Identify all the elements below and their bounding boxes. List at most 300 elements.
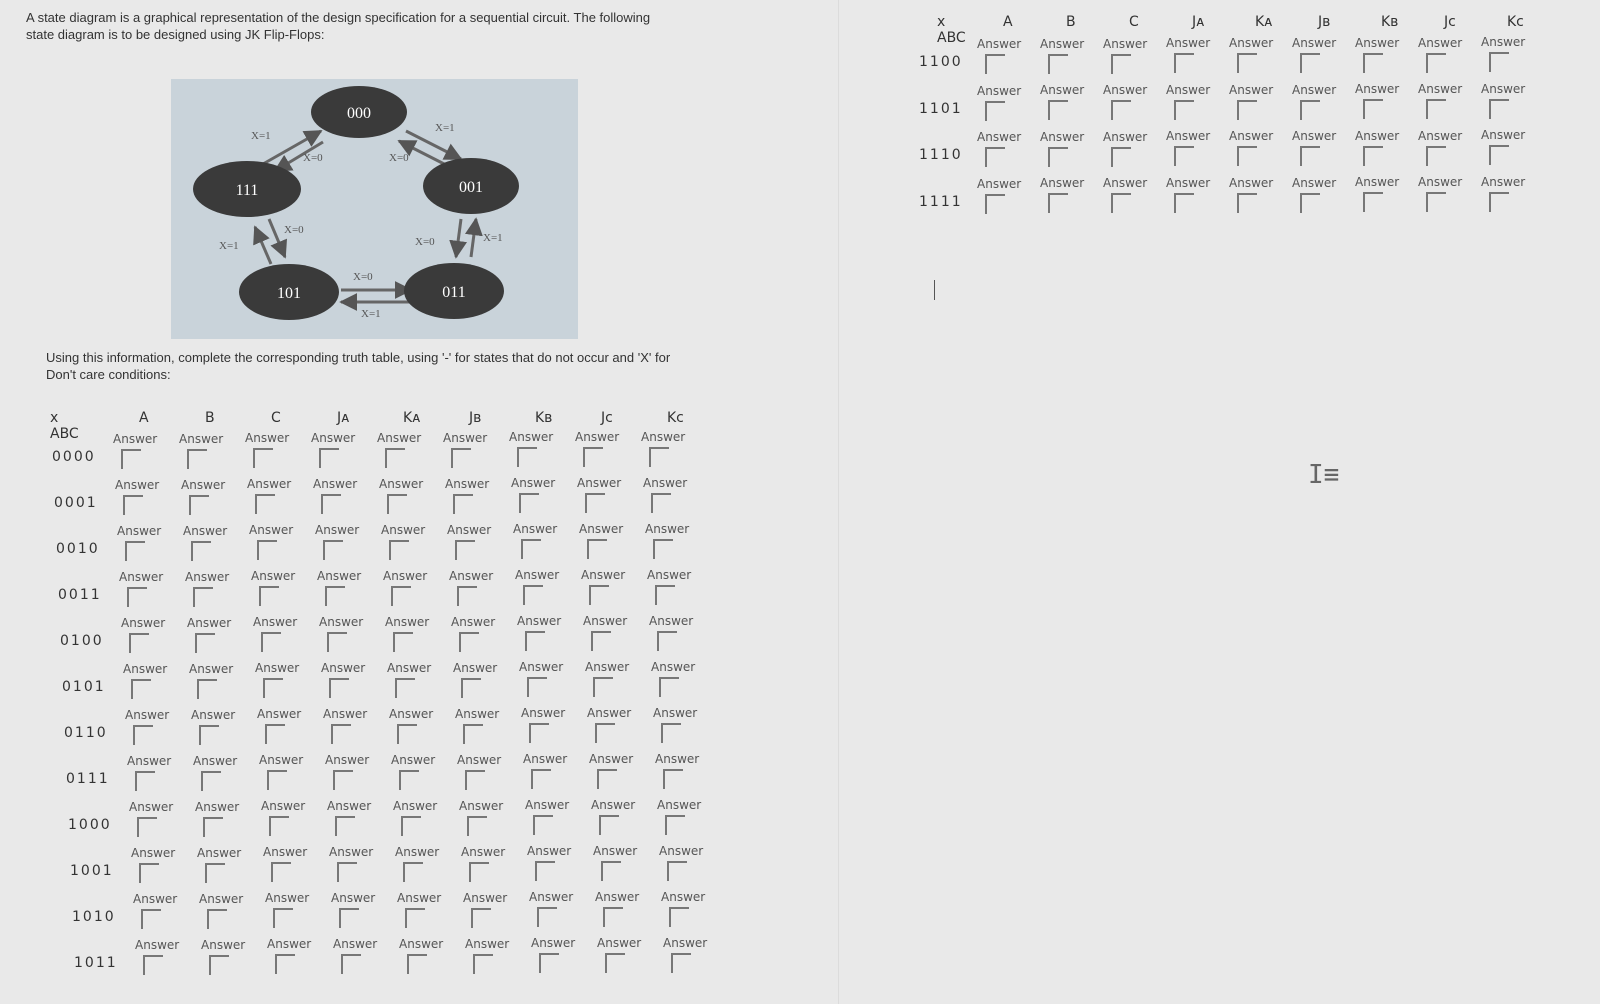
answer-input[interactable]	[1489, 145, 1509, 165]
answer-label: Answer	[643, 475, 688, 490]
answer-input[interactable]	[459, 632, 479, 652]
answer-input[interactable]	[587, 539, 607, 559]
answer-input[interactable]	[387, 494, 407, 514]
answer-cell	[201, 938, 261, 978]
answer-input[interactable]	[601, 861, 621, 881]
transition-label-000-111: X=0	[303, 152, 323, 164]
answer-input[interactable]	[663, 769, 683, 789]
answer-input[interactable]	[1111, 54, 1131, 74]
answer-label: Answer	[597, 935, 642, 950]
answer-input[interactable]	[457, 586, 477, 606]
answer-cell	[125, 708, 185, 748]
answer-cell	[1355, 82, 1415, 122]
answer-label: Answer	[113, 432, 158, 446]
answer-cell	[317, 569, 377, 609]
answer-input[interactable]	[671, 953, 691, 973]
answer-input[interactable]	[527, 677, 547, 697]
answer-cell	[1166, 176, 1226, 216]
row-label: 0001	[54, 495, 98, 511]
answer-label: Answer	[1355, 82, 1400, 97]
answer-label: Answer	[517, 614, 562, 629]
answer-input[interactable]	[201, 771, 221, 791]
answer-input[interactable]	[605, 953, 625, 973]
answer-cell	[329, 845, 389, 885]
column-header: Jʙ	[469, 410, 482, 426]
answer-input[interactable]	[1048, 54, 1068, 74]
answer-input[interactable]	[401, 816, 421, 836]
answer-cell	[595, 890, 655, 930]
answer-cell	[1355, 129, 1415, 169]
answer-cell	[255, 661, 315, 701]
answer-input[interactable]	[1300, 100, 1320, 120]
answer-label: Answer	[187, 615, 232, 630]
answer-input[interactable]	[1300, 146, 1320, 166]
answer-cell	[1166, 129, 1226, 169]
answer-cell	[663, 936, 723, 976]
answer-label: Answer	[1355, 35, 1400, 50]
answer-cell	[591, 798, 651, 838]
answer-label: Answer	[181, 477, 226, 492]
answer-input[interactable]	[329, 678, 349, 698]
state-label-001: 001	[459, 179, 483, 196]
answer-cell	[451, 615, 511, 655]
answer-input[interactable]	[1237, 193, 1257, 213]
answer-input[interactable]	[535, 861, 555, 881]
answer-input[interactable]	[121, 449, 141, 469]
answer-input[interactable]	[397, 724, 417, 744]
row-label: 1001	[70, 863, 114, 879]
answer-input[interactable]	[1489, 99, 1509, 119]
answer-input[interactable]	[331, 724, 351, 744]
answer-label: Answer	[1166, 36, 1211, 51]
answer-input[interactable]	[325, 586, 345, 606]
answer-input[interactable]	[203, 817, 223, 837]
answer-input[interactable]	[189, 495, 209, 515]
answer-label: Answer	[1103, 129, 1148, 144]
answer-label: Answer	[135, 938, 180, 952]
answer-input[interactable]	[207, 909, 227, 929]
answer-cell	[531, 936, 591, 976]
answer-input[interactable]	[1489, 192, 1509, 212]
answer-input[interactable]	[591, 631, 611, 651]
answer-input[interactable]	[593, 677, 613, 697]
answer-label: Answer	[387, 660, 432, 675]
answer-cell	[397, 891, 457, 931]
answer-label: Answer	[589, 751, 634, 766]
answer-cell	[525, 798, 585, 838]
answer-label: Answer	[1292, 82, 1337, 97]
column-header: Jᴄ	[1444, 14, 1456, 30]
answer-input[interactable]	[1300, 53, 1320, 73]
answer-input[interactable]	[473, 954, 493, 974]
answer-input[interactable]	[651, 493, 671, 513]
answer-input[interactable]	[531, 769, 551, 789]
answer-cell	[383, 569, 443, 609]
ibeam-cursor-icon: I≡	[1308, 460, 1340, 490]
answer-input[interactable]	[339, 908, 359, 928]
answer-label: Answer	[263, 845, 308, 860]
answer-input[interactable]	[261, 632, 281, 652]
answer-label: Answer	[465, 936, 510, 951]
answer-label: Answer	[117, 524, 162, 538]
answer-label: Answer	[529, 890, 574, 905]
answer-cell	[587, 706, 647, 746]
answer-input[interactable]	[659, 677, 679, 697]
answer-input[interactable]	[195, 633, 215, 653]
answer-label: Answer	[179, 431, 224, 446]
corner-header: x ABC	[50, 410, 79, 442]
column-header: Jᴀ	[337, 410, 350, 426]
answer-input[interactable]	[661, 723, 681, 743]
column-header: Jʙ	[1318, 14, 1331, 30]
answer-cell	[251, 569, 311, 609]
answer-cell	[1418, 36, 1478, 76]
answer-input[interactable]	[143, 955, 163, 975]
answer-input[interactable]	[653, 539, 673, 559]
answer-input[interactable]	[1048, 193, 1068, 213]
answer-input[interactable]	[589, 585, 609, 605]
answer-label: Answer	[185, 569, 230, 584]
answer-input[interactable]	[1174, 53, 1194, 73]
answer-input[interactable]	[1237, 100, 1257, 120]
state-111	[193, 161, 301, 217]
answer-input[interactable]	[341, 954, 361, 974]
answer-input[interactable]	[205, 863, 225, 883]
answer-cell	[1481, 82, 1541, 122]
answer-label: Answer	[201, 937, 246, 952]
answer-input[interactable]	[275, 954, 295, 974]
answer-input[interactable]	[127, 587, 147, 607]
answer-input[interactable]	[469, 862, 489, 882]
answer-label: Answer	[515, 568, 560, 583]
answer-input[interactable]	[137, 817, 157, 837]
answer-input[interactable]	[657, 631, 677, 651]
answer-input[interactable]	[467, 816, 487, 836]
answer-input[interactable]	[463, 724, 483, 744]
answer-input[interactable]	[525, 631, 545, 651]
answer-label: Answer	[1418, 128, 1463, 143]
answer-input[interactable]	[385, 448, 405, 468]
answer-input[interactable]	[1426, 53, 1446, 73]
answer-input[interactable]	[407, 954, 427, 974]
answer-input[interactable]	[537, 907, 557, 927]
answer-cell	[249, 523, 309, 563]
answer-input[interactable]	[465, 770, 485, 790]
panel-divider	[838, 0, 839, 1004]
answer-input[interactable]	[521, 539, 541, 559]
answer-cell	[649, 614, 709, 654]
answer-label: Answer	[131, 846, 176, 860]
answer-label: Answer	[657, 797, 702, 812]
answer-input[interactable]	[603, 907, 623, 927]
answer-input[interactable]	[599, 815, 619, 835]
answer-label: Answer	[183, 523, 228, 538]
answer-cell	[445, 477, 505, 517]
answer-input[interactable]	[269, 816, 289, 836]
answer-input[interactable]	[451, 448, 471, 468]
answer-input[interactable]	[391, 586, 411, 606]
answer-input[interactable]	[403, 862, 423, 882]
answer-cell	[509, 430, 569, 470]
answer-label: Answer	[595, 889, 640, 904]
answer-label: Answer	[261, 799, 306, 814]
corner-header: x ABC	[937, 14, 966, 46]
answer-cell	[393, 799, 453, 839]
answer-input[interactable]	[1489, 52, 1509, 72]
answer-input[interactable]	[337, 862, 357, 882]
answer-label: Answer	[531, 936, 576, 951]
answer-input[interactable]	[517, 447, 537, 467]
answer-label: Answer	[121, 616, 166, 630]
answer-cell	[189, 662, 249, 702]
state-001	[423, 158, 519, 214]
answer-label: Answer	[453, 660, 498, 675]
answer-input[interactable]	[453, 494, 473, 514]
answer-cell	[315, 523, 375, 563]
answer-input[interactable]	[1363, 53, 1383, 73]
column-header: A	[139, 410, 149, 426]
answer-input[interactable]	[129, 633, 149, 653]
answer-input[interactable]	[519, 493, 539, 513]
answer-label: Answer	[1229, 175, 1274, 190]
answer-input[interactable]	[263, 678, 283, 698]
answer-label: Answer	[1292, 36, 1337, 50]
answer-label: Answer	[317, 569, 362, 584]
answer-input[interactable]	[985, 54, 1005, 74]
answer-cell	[577, 476, 637, 516]
answer-cell	[135, 938, 195, 978]
answer-label: Answer	[509, 430, 554, 445]
answer-cell	[459, 799, 519, 839]
answer-label: Answer	[1481, 128, 1526, 143]
answer-cell	[977, 84, 1037, 124]
answer-input[interactable]	[455, 540, 475, 560]
answer-input[interactable]	[1048, 147, 1068, 167]
answer-input[interactable]	[585, 493, 605, 513]
answer-cell	[1040, 83, 1100, 123]
answer-label: Answer	[977, 176, 1022, 191]
answer-label: Answer	[193, 753, 238, 768]
answer-label: Answer	[1418, 82, 1463, 97]
row-label: 0010	[56, 541, 100, 557]
answer-input[interactable]	[191, 541, 211, 561]
answer-label: Answer	[313, 477, 358, 492]
answer-label: Answer	[463, 890, 508, 905]
row-label: 0100	[60, 633, 104, 649]
answer-label: Answer	[255, 661, 300, 676]
answer-label: Answer	[653, 705, 698, 720]
answer-label: Answer	[977, 37, 1022, 51]
answer-label: Answer	[379, 476, 424, 491]
answer-label: Answer	[259, 753, 304, 768]
answer-label: Answer	[645, 521, 690, 536]
answer-input[interactable]	[139, 863, 159, 883]
answer-cell	[181, 478, 241, 518]
answer-input[interactable]	[395, 678, 415, 698]
answer-input[interactable]	[1363, 99, 1383, 119]
column-header: C	[271, 410, 281, 426]
answer-input[interactable]	[1111, 147, 1131, 167]
answer-cell	[657, 798, 717, 838]
column-header: C	[1129, 14, 1139, 30]
answer-cell	[179, 432, 239, 472]
answer-input[interactable]	[985, 147, 1005, 167]
row-label: 0111	[66, 771, 110, 787]
answer-label: Answer	[391, 752, 436, 767]
answer-cell	[449, 569, 509, 609]
answer-input[interactable]	[255, 494, 275, 514]
answer-label: Answer	[513, 522, 558, 537]
answer-input[interactable]	[461, 678, 481, 698]
answer-input[interactable]	[335, 816, 355, 836]
answer-input[interactable]	[533, 815, 553, 835]
state-label-111: 111	[235, 182, 259, 199]
answer-cell	[1355, 175, 1415, 215]
answer-label: Answer	[585, 659, 630, 674]
answer-input[interactable]	[667, 861, 687, 881]
answer-input[interactable]	[583, 447, 603, 467]
row-label: 1110	[919, 147, 963, 163]
answer-input[interactable]	[1237, 146, 1257, 166]
answer-cell	[579, 522, 639, 562]
answer-label: Answer	[663, 935, 708, 950]
answer-input[interactable]	[539, 953, 559, 973]
answer-cell	[1040, 37, 1100, 77]
answer-label: Answer	[331, 891, 376, 906]
answer-input[interactable]	[319, 448, 339, 468]
answer-label: Answer	[451, 614, 496, 629]
answer-label: Answer	[1355, 175, 1400, 190]
answer-input[interactable]	[1111, 193, 1131, 213]
answer-input[interactable]	[655, 585, 675, 605]
answer-input[interactable]	[1048, 100, 1068, 120]
answer-cell	[391, 753, 451, 793]
answer-cell	[257, 707, 317, 747]
answer-cell	[1292, 129, 1352, 169]
answer-label: Answer	[593, 843, 638, 858]
answer-label: Answer	[133, 892, 178, 906]
column-header: B	[1066, 14, 1076, 30]
answer-input[interactable]	[209, 955, 229, 975]
answer-input[interactable]	[199, 725, 219, 745]
answer-input[interactable]	[1174, 146, 1194, 166]
answer-label: Answer	[189, 661, 234, 676]
state-label-101: 101	[277, 285, 301, 302]
answer-input[interactable]	[125, 541, 145, 561]
answer-label: Answer	[1481, 174, 1526, 189]
answer-input[interactable]	[471, 908, 491, 928]
question-intro: A state diagram is a graphical representation of the design specification for a sequential circuit. The following state diagram is to be designed using JK Flip-Flops:	[26, 10, 651, 42]
answer-input[interactable]	[393, 632, 413, 652]
answer-cell	[1166, 36, 1226, 76]
answer-input[interactable]	[1426, 192, 1446, 212]
answer-input[interactable]	[595, 723, 615, 743]
answer-label: Answer	[443, 430, 488, 445]
answer-input[interactable]	[1363, 192, 1383, 212]
answer-input[interactable]	[985, 194, 1005, 214]
answer-cell	[259, 753, 319, 793]
answer-input[interactable]	[399, 770, 419, 790]
answer-input[interactable]	[187, 449, 207, 469]
answer-label: Answer	[651, 659, 696, 674]
answer-cell	[245, 431, 305, 471]
answer-input[interactable]	[1174, 193, 1194, 213]
answer-input[interactable]	[1426, 146, 1446, 166]
answer-input[interactable]	[133, 725, 153, 745]
answer-input[interactable]	[1300, 193, 1320, 213]
answer-input[interactable]	[665, 815, 685, 835]
answer-input[interactable]	[135, 771, 155, 791]
answer-input[interactable]	[985, 101, 1005, 121]
answer-label: Answer	[397, 890, 442, 905]
answer-cell	[1418, 175, 1478, 215]
answer-input[interactable]	[197, 679, 217, 699]
answer-label: Answer	[521, 706, 566, 721]
answer-input[interactable]	[131, 679, 151, 699]
answer-input[interactable]	[123, 495, 143, 515]
answer-input[interactable]	[265, 724, 285, 744]
answer-input[interactable]	[323, 540, 343, 560]
text-caret	[934, 280, 935, 300]
answer-cell	[193, 754, 253, 794]
answer-input[interactable]	[405, 908, 425, 928]
answer-input[interactable]	[597, 769, 617, 789]
answer-cell	[115, 478, 175, 518]
answer-input[interactable]	[273, 908, 293, 928]
answer-input[interactable]	[523, 585, 543, 605]
answer-input[interactable]	[271, 862, 291, 882]
answer-cell	[457, 753, 517, 793]
answer-input[interactable]	[257, 540, 277, 560]
column-header: Kᴄ	[1507, 14, 1524, 30]
answer-cell	[1166, 83, 1226, 123]
answer-input[interactable]	[1237, 53, 1257, 73]
answer-input[interactable]	[1111, 100, 1131, 120]
answer-cell	[321, 661, 381, 701]
answer-input[interactable]	[1426, 99, 1446, 119]
answer-input[interactable]	[253, 448, 273, 468]
answer-label: Answer	[251, 569, 296, 584]
column-header: Kᴀ	[1255, 14, 1273, 30]
transition-label-000-001: X=1	[435, 122, 455, 134]
answer-input[interactable]	[1363, 146, 1383, 166]
answer-cell	[455, 707, 515, 747]
answer-input[interactable]	[327, 632, 347, 652]
answer-input[interactable]	[141, 909, 161, 929]
answer-cell	[323, 707, 383, 747]
answer-input[interactable]	[649, 447, 669, 467]
answer-input[interactable]	[669, 907, 689, 927]
answer-cell	[653, 706, 713, 746]
answer-input[interactable]	[193, 587, 213, 607]
answer-cell	[463, 891, 523, 931]
answer-label: Answer	[1481, 81, 1526, 96]
answer-label: Answer	[127, 754, 172, 768]
row-label: 1101	[919, 100, 963, 117]
answer-input[interactable]	[1174, 100, 1194, 120]
answer-label: Answer	[1229, 82, 1274, 97]
answer-input[interactable]	[333, 770, 353, 790]
answer-input[interactable]	[259, 586, 279, 606]
answer-input[interactable]	[321, 494, 341, 514]
answer-cell	[1481, 175, 1541, 215]
answer-cell	[265, 891, 325, 931]
answer-input[interactable]	[389, 540, 409, 560]
answer-cell	[513, 522, 573, 562]
answer-input[interactable]	[529, 723, 549, 743]
answer-input[interactable]	[267, 770, 287, 790]
answer-label: Answer	[267, 937, 312, 952]
